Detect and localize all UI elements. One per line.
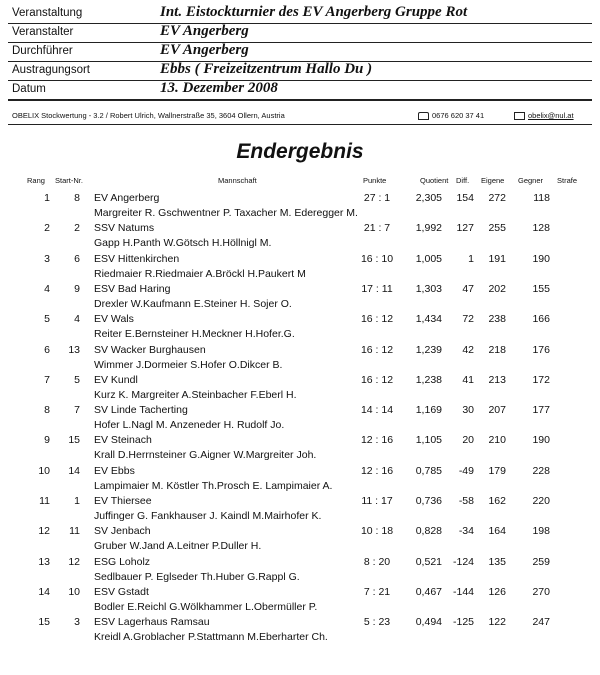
- startnr-cell: 9: [74, 282, 80, 295]
- punkte-cell: 12 : 16: [360, 434, 394, 447]
- table-row: [0, 253, 600, 284]
- team-cell: EV Angerberg: [94, 192, 160, 204]
- rang-cell: 4: [44, 282, 50, 295]
- col-gegner: Gegner: [518, 176, 544, 185]
- gegner-cell: 220: [532, 495, 550, 507]
- diff-cell: 154: [456, 192, 474, 204]
- players-cell: Drexler W.Kaufmann E.Steiner H. Sojer O.: [94, 297, 292, 310]
- quotient-cell: 0,467: [415, 585, 442, 598]
- eigene-cell: 126: [488, 585, 506, 598]
- team-cell: ESV Hittenkirchen: [94, 252, 180, 265]
- rang-cell: 9: [44, 434, 50, 447]
- players-cell: Lampimaier M. Köstler Th.Prosch E. Lampimaier A.: [94, 479, 333, 492]
- quotient-cell: 2,305: [415, 192, 442, 204]
- header-row-datum: [8, 80, 592, 99]
- punkte-cell: 14 : 14: [360, 404, 394, 417]
- eigene-cell: 135: [488, 555, 506, 568]
- quotient-cell: 1,105: [415, 434, 442, 447]
- header-row-veranstalter: [8, 23, 592, 42]
- quotient-cell: 1,992: [415, 222, 442, 235]
- eigene-cell: 213: [488, 373, 506, 386]
- team-cell: ESV Bad Haring: [94, 282, 171, 295]
- punkte-cell: 16 : 12: [360, 343, 394, 356]
- table-row: [0, 616, 600, 647]
- gegner-cell: 270: [532, 585, 550, 598]
- diff-cell: 72: [462, 313, 474, 326]
- diff-cell: -124: [452, 555, 474, 568]
- gegner-cell: 155: [532, 282, 550, 295]
- punkte-cell: 21 : 7: [363, 222, 391, 235]
- footer-divider: [8, 124, 592, 125]
- players-cell: Reiter E.Bernsteiner H.Meckner H.Hofer.G.: [94, 328, 295, 341]
- team-cell: SSV Natums: [94, 222, 155, 235]
- table-row: [0, 313, 600, 344]
- eigene-cell: 122: [488, 616, 506, 629]
- col-punkte: Punkte: [363, 176, 387, 185]
- rang-cell: 5: [44, 313, 50, 326]
- players-cell: Gruber W.Jand A.Leitner P.Duller H.: [94, 540, 262, 553]
- eigene-cell: 162: [488, 495, 506, 507]
- rang-cell: 8: [44, 404, 50, 417]
- quotient-cell: 1,169: [415, 404, 442, 417]
- gegner-cell: 190: [532, 252, 550, 265]
- austragungsort-label: Austragungsort: [12, 64, 90, 76]
- gegner-cell: 118: [533, 192, 550, 204]
- eigene-cell: 179: [488, 464, 506, 477]
- quotient-cell: 0,494: [415, 616, 442, 629]
- rang-cell: 1: [44, 192, 50, 204]
- quotient-cell: 0,736: [415, 495, 442, 507]
- quotient-cell: 0,521: [415, 555, 442, 568]
- header-row-austragungsort: [8, 61, 592, 80]
- startnr-cell: 13: [68, 343, 80, 356]
- team-cell: ESG Loholz: [94, 555, 151, 568]
- team-cell: ESV Gstadt: [94, 585, 149, 598]
- eigene-cell: 191: [488, 252, 506, 265]
- veranstaltung-value: Int. Eistockturnier des EV Angerberg Gruppe Rot: [160, 4, 468, 20]
- team-cell: SV Wacker Burghausen: [94, 343, 206, 356]
- startnr-cell: 4: [74, 313, 80, 326]
- players-cell: Kurz K. Margreiter A.Steinbacher F.Eberl H.: [94, 388, 297, 401]
- diff-cell: -34: [458, 525, 474, 538]
- team-cell: EV Kundl: [94, 373, 138, 386]
- punkte-cell: 11 : 17: [361, 495, 393, 507]
- startnr-cell: 6: [74, 252, 80, 265]
- table-row: [0, 465, 600, 496]
- players-cell: Gapp H.Panth W.Götsch H.Höllnigl M.: [94, 237, 272, 250]
- diff-cell: -125: [452, 616, 474, 629]
- datum-label: Datum: [12, 83, 46, 95]
- players-cell: Juffinger G. Fankhauser J. Kaindl M.Mairhofer K.: [94, 510, 322, 522]
- team-cell: ESV Lagerhaus Ramsau: [94, 616, 210, 629]
- startnr-cell: 12: [68, 555, 80, 568]
- gegner-cell: 128: [532, 222, 550, 235]
- punkte-cell: 10 : 18: [360, 525, 394, 538]
- rang-cell: 13: [38, 555, 50, 568]
- datum-value: 13. Dezember 2008: [160, 80, 278, 96]
- rang-cell: 12: [38, 525, 50, 538]
- players-cell: Margreiter R. Gschwentner P. Taxacher M. Ederegger M.: [94, 207, 358, 219]
- rang-cell: 6: [44, 343, 50, 356]
- punkte-cell: 17 : 11: [361, 282, 393, 295]
- veranstaltung-label: Veranstaltung: [12, 7, 83, 19]
- rang-cell: 2: [44, 222, 50, 235]
- austragungsort-value: Ebbs ( Freizeitzentrum Hallo Du ): [160, 61, 373, 77]
- phone-icon: [418, 112, 429, 120]
- players-cell: Sedlbauer P. Eglseder Th.Huber G.Rappl G.: [94, 570, 300, 583]
- eigene-cell: 164: [488, 525, 506, 538]
- startnr-cell: 11: [69, 525, 80, 538]
- gegner-cell: 177: [532, 404, 550, 417]
- col-mannschaft: Mannschaft: [218, 176, 257, 185]
- phone-number: 0676 620 37 41: [432, 111, 485, 120]
- veranstalter-value: EV Angerberg: [160, 23, 249, 39]
- eigene-cell: 255: [488, 222, 506, 235]
- gegner-cell: 259: [532, 555, 550, 568]
- startnr-cell: 5: [74, 373, 80, 386]
- gegner-cell: 228: [532, 464, 550, 477]
- startnr-cell: 7: [74, 404, 80, 417]
- veranstalter-label: Veranstalter: [12, 26, 74, 38]
- startnr-cell: 14: [68, 464, 80, 477]
- punkte-cell: 16 : 10: [360, 252, 394, 265]
- rang-cell: 11: [39, 495, 50, 507]
- quotient-cell: 1,239: [415, 343, 442, 356]
- quotient-cell: 0,785: [415, 464, 442, 477]
- page-title: Endergebnis: [236, 140, 364, 163]
- quotient-cell: 1,303: [415, 282, 442, 295]
- table-row: [0, 374, 600, 405]
- players-cell: Krall D.Herrnsteiner G.Aigner W.Margreiter Joh.: [94, 449, 317, 462]
- phone-info: [418, 111, 484, 120]
- team-cell: EV Thiersee: [94, 495, 152, 507]
- players-cell: Kreidl A.Groblacher P.Stattmann M.Eberharter Ch.: [94, 631, 328, 644]
- players-cell: Bodler E.Reichl G.Wölkhammer L.Obermüller P.: [94, 600, 318, 613]
- eigene-cell: 238: [488, 313, 506, 326]
- diff-cell: -58: [458, 495, 474, 507]
- gegner-cell: 172: [532, 373, 550, 386]
- quotient-cell: 1,005: [415, 252, 442, 265]
- punkte-cell: 16 : 12: [360, 373, 394, 386]
- diff-cell: 127: [456, 222, 474, 235]
- punkte-cell: 16 : 12: [360, 313, 394, 326]
- col-diff: Diff.: [456, 176, 470, 185]
- eigene-cell: 272: [488, 192, 506, 204]
- table-row: [0, 586, 600, 617]
- players-cell: Riedmaier R.Riedmaier A.Bröckl H.Paukert M: [94, 267, 306, 280]
- header-row-durchfuehrer: [8, 42, 592, 61]
- gegner-cell: 190: [532, 434, 550, 447]
- table-row: [0, 222, 600, 253]
- table-row: [0, 434, 600, 465]
- email-info[interactable]: [514, 111, 574, 120]
- table-row: [0, 556, 600, 587]
- rang-cell: 15: [38, 616, 50, 629]
- software-info: OBELIX Stockwertung - 3.2 / Robert Ulrich, Wallnerstraße 35, 3604 Ollern, Austria: [12, 111, 285, 120]
- punkte-cell: 27 : 1: [363, 192, 391, 204]
- table-row: [0, 192, 600, 223]
- gegner-cell: 247: [532, 616, 550, 629]
- punkte-cell: 8 : 20: [363, 555, 391, 568]
- durchfuehrer-value: EV Angerberg: [160, 42, 249, 58]
- header-divider: [8, 99, 592, 101]
- diff-cell: 41: [462, 373, 474, 386]
- col-strafe: Strafe: [557, 176, 578, 185]
- punkte-cell: 5 : 23: [363, 616, 391, 629]
- team-cell: EV Steinach: [94, 434, 152, 447]
- startnr-cell: 10: [68, 585, 80, 598]
- diff-cell: -49: [458, 464, 474, 477]
- startnr-cell: 1: [74, 495, 80, 507]
- table-row: [0, 404, 600, 435]
- punkte-cell: 12 : 16: [360, 464, 394, 477]
- col-rang: Rang: [27, 176, 45, 185]
- mail-icon: [514, 112, 525, 120]
- col-eigene: Eigene: [481, 176, 505, 185]
- eigene-cell: 202: [488, 282, 506, 295]
- quotient-cell: 1,434: [415, 313, 442, 326]
- startnr-cell: 8: [74, 192, 80, 204]
- diff-cell: 20: [462, 434, 474, 447]
- table-row: [0, 283, 600, 314]
- quotient-cell: 1,238: [415, 373, 442, 386]
- startnr-cell: 15: [68, 434, 80, 447]
- team-cell: EV Ebbs: [94, 464, 135, 477]
- eigene-cell: 207: [488, 404, 506, 417]
- table-row: [0, 495, 600, 526]
- durchfuehrer-label: Durchführer: [12, 45, 73, 57]
- players-cell: Hofer L.Nagl M. Anzeneder H. Rudolf Jo.: [94, 419, 285, 432]
- diff-cell: 1: [468, 252, 474, 265]
- gegner-cell: 198: [532, 525, 550, 538]
- startnr-cell: 2: [74, 222, 80, 235]
- col-quotient: Quotient: [420, 176, 449, 185]
- players-cell: Wimmer J.Dormeier S.Hofer O.Dikcer B.: [94, 358, 283, 371]
- punkte-cell: 7 : 21: [363, 585, 391, 598]
- team-cell: SV Jenbach: [94, 525, 151, 538]
- table-row: [0, 344, 600, 375]
- rang-cell: 14: [38, 585, 50, 598]
- rang-cell: 7: [44, 373, 50, 386]
- diff-cell: -144: [452, 585, 474, 598]
- quotient-cell: 0,828: [415, 525, 442, 538]
- eigene-cell: 218: [488, 343, 506, 356]
- header-row-veranstaltung: [8, 4, 592, 23]
- rang-cell: 10: [38, 464, 50, 477]
- team-cell: SV Linde Tacherting: [94, 404, 188, 417]
- gegner-cell: 176: [532, 343, 550, 356]
- diff-cell: 42: [462, 343, 474, 356]
- team-cell: EV Wals: [94, 313, 134, 326]
- startnr-cell: 3: [74, 616, 80, 629]
- gegner-cell: 166: [532, 313, 550, 326]
- eigene-cell: 210: [488, 434, 506, 447]
- diff-cell: 30: [462, 404, 474, 417]
- email-address[interactable]: obelix@nul.at: [528, 111, 574, 120]
- col-startnr: Start-Nr.: [55, 176, 83, 185]
- table-row: [0, 525, 600, 556]
- diff-cell: 47: [462, 282, 474, 295]
- rang-cell: 3: [44, 252, 50, 265]
